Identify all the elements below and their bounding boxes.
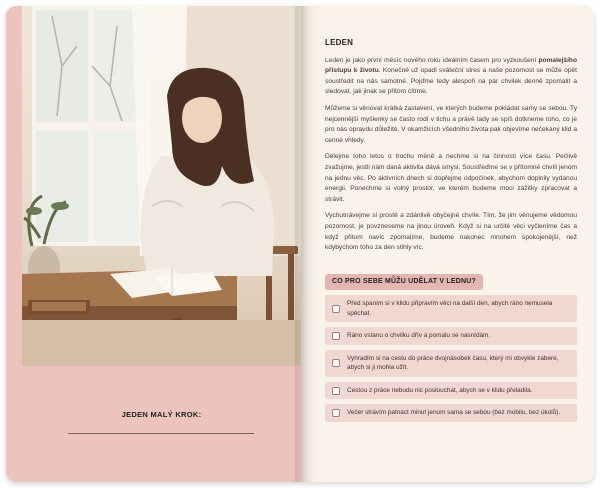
task-item[interactable]	[325, 295, 577, 322]
task-item[interactable]	[325, 382, 577, 400]
paragraph-2: Můžeme si věnovat krátká zastavení, ve kterých budeme pokládat samy se sebou. Ty nejcennější myšlenky se často rodí v tichu a právě tady se spíš dotkneme toho, co je pro nás opravdu důležité. V okamžicích všedního života pak objevíme nečekaný klid a cenné vhledy.	[325, 104, 577, 144]
paragraph-3: Dělejme toho letos o trochu méně a nechme si na činnosti více času. Pečlivě zvažujme, jestli nám daná aktivita dává smysl. Soustřeďme se v přítomné chvíli jenom na jednu věc. Po aktivních dnech si dopřejme odpočinek, abychom doplnily vydanou energii. Ponechme si volný prostor, ve kterém budeme moci zážitky zpracovat a strávit.	[325, 153, 577, 203]
small-step-title: JEDEN MALÝ KROK:	[121, 410, 202, 419]
task-item[interactable]	[325, 404, 577, 422]
task-label: Cestou z práce nebudu nic poslouchat, abych se v klidu přeladila.	[347, 386, 533, 394]
checkbox-icon[interactable]	[332, 409, 340, 417]
right-page-content	[325, 38, 577, 422]
checkbox-icon[interactable]	[332, 305, 340, 313]
month-heading: LEDEN	[325, 38, 354, 47]
task-label: Před spaním si v klidu připravím věci na další den, abych ráno nemusela spěchat.	[347, 300, 553, 317]
small-step-write-line[interactable]	[68, 433, 254, 434]
illustration-woman-reading	[22, 6, 301, 366]
checkbox-icon[interactable]	[332, 332, 340, 340]
right-page	[301, 6, 594, 482]
left-page	[6, 6, 301, 482]
paragraph-4: Vychutnávejme si prostě a zdánlivě obyčejné chvíle. Tím, že jim věnujeme vědomou pozornost, je povzneseme na jinou úroveň. Když si na určité věci vyčleníme čas a když přitom navíc zpomalíme, budeme nakonec mnohem spokojenější, než kdybychom toho za den stihly víc.	[325, 212, 577, 252]
task-label: Večer strávím patnáct minut jenom sama se sebou (bez mobilu, bez úkolů).	[347, 409, 561, 417]
paragraph-intro-bold: pomalejšího přístupu k životu	[325, 56, 577, 75]
task-label: Vyhradím si na cestu do práce dvojnásobek času, který mi obvykle zabere, abych si ji mohla užít.	[347, 354, 559, 372]
illustration-art	[22, 6, 301, 366]
paragraph-intro-start: Leden je jako první měsíc nového roku ideálním časem pro vyzkoušení	[325, 56, 539, 64]
task-label: Ráno vstanu o chvilku dřív a pomalu se nasnídám.	[347, 332, 491, 340]
task-item[interactable]	[325, 327, 577, 345]
checkbox-icon[interactable]	[332, 387, 340, 395]
paragraph-intro-end: . Konečně už opadl sváteční stres a naše pozornost se může opět soustředit na nás samotné. Pojďme tedy alespoň na pár chvilek denně zpomalit a sledovat, jak jinak se přitom cítíme.	[325, 67, 577, 96]
checkbox-icon[interactable]	[332, 359, 340, 367]
paragraph-intro	[325, 56, 577, 98]
open-planner-book	[6, 6, 594, 482]
task-item[interactable]	[325, 350, 577, 377]
question-badge: CO PRO SEBE MŮŽU UDĚLAT V LEDNU?	[325, 274, 483, 291]
